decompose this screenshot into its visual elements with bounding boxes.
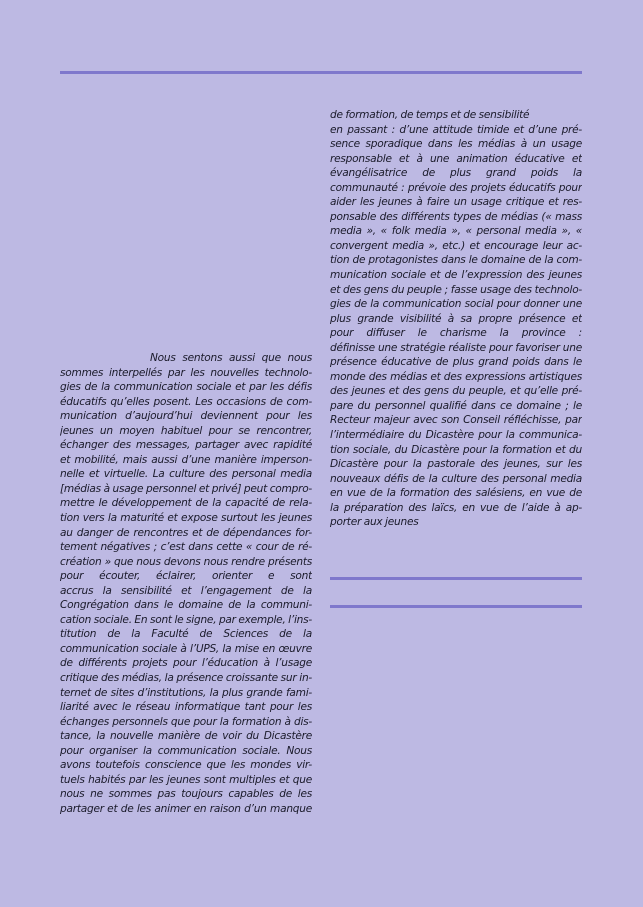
text-line: monde des médias et des expressions artistiques [330,370,582,383]
text-line: l’intermédiaire du Dicastère pour la communica- [330,429,582,442]
text-line: pour écouter, éclairer, orienter e sont [60,570,312,583]
top-rule [60,71,582,74]
text-line: nous ne sommes pas toujours capables de les [60,788,312,801]
text-line: responsable et à une animation éducative et [330,152,582,165]
text-line: pour diffuser le charisme la province : [330,327,582,340]
text-line: échanges personnels que pour la formation à dis- [60,715,312,728]
text-line: tance, la nouvelle manière de voir du Dicastère [60,730,312,743]
middle-rule-1 [330,577,582,580]
text-line: nelle et virtuelle. La culture des personal media [60,468,312,481]
text-line: éducatifs qu’elles posent. Les occasions de com- [60,395,312,408]
text-line: tement négatives ; c’est dans cette « cour de ré- [60,541,312,554]
text-line: [médias à usage personnel et privé] peut compro- [60,482,312,495]
text-line: Recteur majeur avec son Conseil réfléchisse, par [330,414,582,427]
text-line: au danger de rencontres et de dépendances for- [60,526,312,539]
text-line: présence éducative de plus grand poids dans le [330,356,582,369]
right-column [330,108,582,530]
text-line: munication d’aujourd’hui deviennent pour les [60,410,312,423]
text-line: pour organiser la communication sociale. Nous [60,744,312,757]
text-line: convergent media », etc.) et encourage leur ac- [330,239,582,252]
text-line: mettre le développement de la capacité de rela- [60,497,312,510]
text-line: nouveaux défis de la culture des personal media [330,472,582,485]
left-column [60,351,312,817]
text-line: la préparation des laïcs, en vue de l’aide à ap- [330,501,582,514]
text-line: tion sociale, du Dicastère pour la formation et du [330,443,582,456]
text-line: échanger des messages, partager avec rapidité [60,439,312,452]
text-line: tuels habités par les jeunes sont multiples et que [60,773,312,786]
text-line: liarité avec le réseau informatique tant pour les [60,701,312,714]
text-line: accrus la sensibilité et l’engagement de la [60,584,312,597]
text-line: création » que nous devons nous rendre présents [60,555,312,568]
text-line: ternet de sites d’institutions, la plus grande fami- [60,686,312,699]
text-line: jeunes un moyen habituel pour se rencontrer, [60,424,312,437]
text-line: plus grande visibilité à sa propre présence et [330,312,582,325]
text-line: communauté : prévoie des projets éducatifs pour [330,181,582,194]
text-line: gies de la communication social pour donner une [330,298,582,311]
text-line: sommes interpellés par les nouvelles technolo- [60,366,312,379]
text-line: Nous sentons aussi que nous [150,352,312,364]
text-line: définisse une stratégie réaliste pour favoriser une [330,341,582,354]
text-line: gies de la communication sociale et par les défis [60,381,312,394]
text-line: media », « folk media », « personal media », « [330,225,582,238]
text-line: titution de la Faculté de Sciences de la [60,628,312,641]
text-line: en vue de la formation des salésiens, en vue de [330,487,582,500]
text-line: des jeunes et des gens du peuple, et qu’elle pré- [330,385,582,398]
text-line: de différents projets pour l’éducation à l’usage [60,657,312,670]
text-line: pare du personnel qualifié dans ce domaine ; le [330,399,582,412]
text-line: partager et de les animer en raison d’un manque [60,802,312,815]
text-line: munication sociale et de l’expression des jeunes [330,269,582,282]
text-line: en passant : d’une attitude timide et d’une pré- [330,123,582,136]
text-line: ponsable des différents types de médias (« mass [330,210,582,223]
text-line: de formation, de temps et de sensibilité [330,109,530,121]
text-line: et des gens du peuple ; fasse usage des technolo- [330,283,582,296]
text-line: aider les jeunes à faire un usage critique et res- [330,196,582,209]
text-line: tion de protagonistes dans le domaine de la com- [330,254,582,267]
text-line: tion vers la maturité et expose surtout les jeunes [60,512,312,525]
text-line: avons toutefois conscience que les mondes vir- [60,759,312,772]
text-line: évangélisatrice de plus grand poids la [330,167,582,180]
middle-rule-2 [330,605,582,608]
text-line: Dicastère pour la pastorale des jeunes, sur les [330,458,582,471]
text-line: et mobilité, mais aussi d’une manière imperson- [60,453,312,466]
text-line: critique des médias, la présence croissante sur in- [60,672,312,685]
text-line: porter aux jeunes [330,516,419,529]
text-line: sence sporadique dans les médias à un usage [330,138,582,151]
text-line: communication sociale à l’UPS, la mise en œuvre [60,642,312,655]
text-line: cation sociale. En sont le signe, par exemple, l’ins- [60,613,312,626]
text-line: Congrégation dans le domaine de la communi- [60,599,312,612]
